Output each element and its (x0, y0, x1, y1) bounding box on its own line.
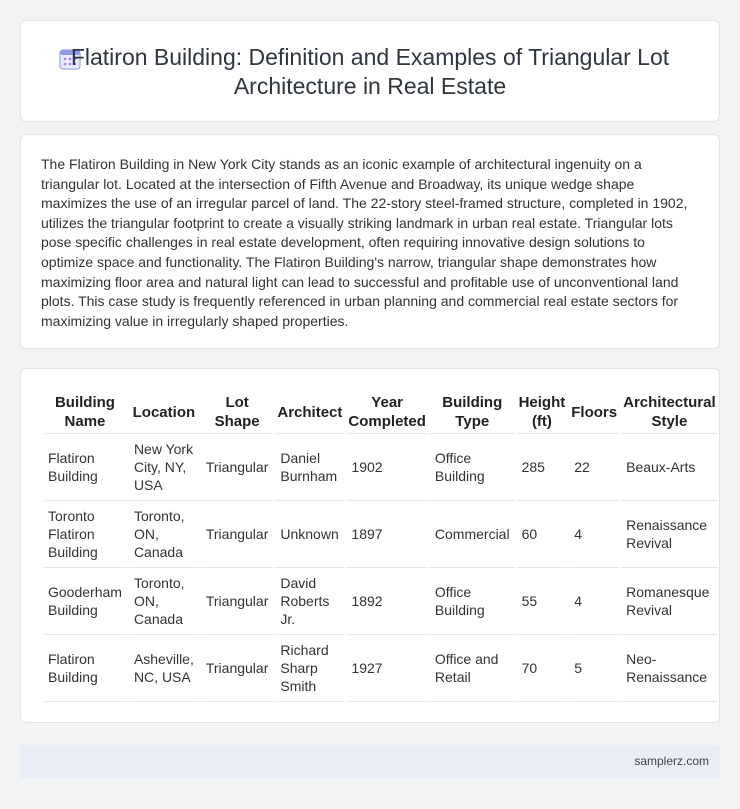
cell-architect: Unknown (275, 500, 344, 567)
cell-building-type: Office and Retail (430, 634, 515, 702)
table-header-row (43, 391, 718, 433)
cell-architect: David Roberts Jr. (275, 567, 344, 634)
table-row (43, 634, 718, 702)
cell-building-type: Office Building (430, 567, 515, 634)
cell-floors: 22 (569, 433, 619, 500)
cell-height: 70 (517, 634, 568, 702)
col-header-height: Height (ft) (518, 394, 566, 430)
description-text: The Flatiron Building in New York City stands as an iconic example of architectural ingenuity on a triangular lot. Located at the intersection of Fifth Avenue and Broadway, its unique wedge shape maximizes the use of an irregular parcel of land. The 22-story steel-framed structure, completed in 1902, utilizes the triangular footprint to create a visually striking landmark in urban real estate. Triangular lots pose specific challenges in real estate development, often requiring innovative design solutions to optimize space and functionality. The Flatiron Building's narrow, triangular shape demonstrates how maximizing floor area and natural light can lead to successful and profitable use of unconventional land plots. This case study is frequently referenced in urban planning and commercial real estate sectors for maximizing value in irregularly shaped properties. (41, 156, 688, 329)
col-header-building-type: Building Type (442, 394, 503, 430)
cell-lot-shape: Triangular (201, 567, 274, 634)
cell-year-completed: 1897 (346, 500, 428, 567)
cell-architectural-style: Renaissance Revival (621, 500, 718, 567)
cell-building-name: Toronto Flatiron Building (43, 500, 127, 567)
cell-architect: Richard Sharp Smith (275, 634, 344, 702)
page-title: Flatiron Building: Definition and Examples of Triangular Lot Architecture in Real Estate (70, 44, 670, 99)
title-card (20, 20, 720, 122)
cell-year-completed: 1927 (346, 634, 428, 702)
col-header-building-name: Building Name (54, 394, 115, 430)
col-header-floors: Floors (571, 403, 618, 421)
table-card (20, 368, 720, 723)
col-header-lot-shape: Lot Shape (214, 394, 260, 430)
cell-architectural-style: Neo-Renaissance (621, 634, 718, 702)
cell-building-type: Commercial (430, 500, 515, 567)
cell-location: Toronto, ON, Canada (129, 567, 199, 634)
cell-building-type: Office Building (430, 433, 515, 500)
table-row (43, 567, 718, 634)
cell-height: 285 (517, 433, 568, 500)
cell-location: Toronto, ON, Canada (129, 500, 199, 567)
cell-height: 60 (517, 500, 568, 567)
description-card (20, 134, 720, 349)
col-header-location: Location (132, 403, 196, 421)
cell-floors: 4 (569, 500, 619, 567)
cell-architect: Daniel Burnham (275, 433, 344, 500)
cell-location: Asheville, NC, USA (129, 634, 199, 702)
cell-building-name: Flatiron Building (43, 433, 127, 500)
table-row (43, 433, 718, 500)
cell-location: New York City, NY, USA (129, 433, 199, 500)
cell-lot-shape: Triangular (201, 433, 274, 500)
cell-lot-shape: Triangular (201, 500, 274, 567)
buildings-table (41, 391, 720, 702)
cell-architectural-style: Beaux-Arts (621, 433, 718, 500)
cell-building-name: Gooderham Building (43, 567, 127, 634)
footer-site-link[interactable]: samplerz.com (634, 754, 709, 768)
col-header-architect: Architect (277, 403, 343, 421)
cell-building-name: Flatiron Building (43, 634, 127, 702)
cell-height: 55 (517, 567, 568, 634)
cell-architectural-style: Romanesque Revival (621, 567, 718, 634)
col-header-year-completed: Year Completed (348, 394, 426, 430)
footer-bar (20, 745, 720, 778)
cell-year-completed: 1902 (346, 433, 428, 500)
col-header-architectural-style: Architectural Style (623, 394, 716, 430)
cell-floors: 5 (569, 634, 619, 702)
table-row (43, 500, 718, 567)
cell-floors: 4 (569, 567, 619, 634)
cell-lot-shape: Triangular (201, 634, 274, 702)
cell-year-completed: 1892 (346, 567, 428, 634)
